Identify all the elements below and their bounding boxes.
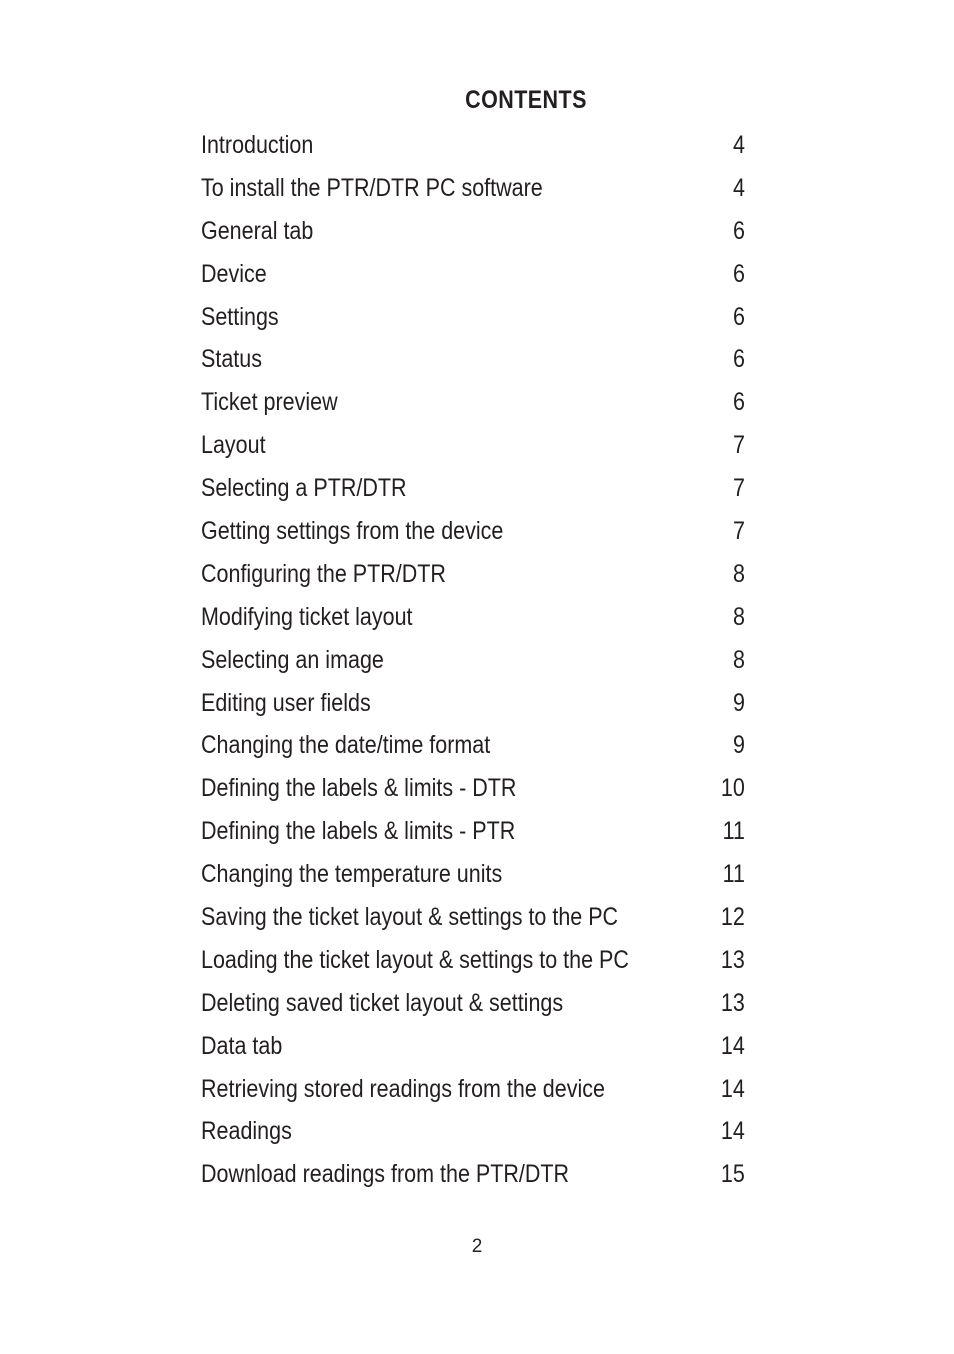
- toc-entry-settings[interactable]: [201, 296, 745, 339]
- toc-entry-introduction[interactable]: [201, 124, 745, 167]
- toc-entry-label: Changing the date/time format: [201, 731, 491, 760]
- toc-entry-page: 8: [733, 602, 745, 631]
- toc-entry-label: Loading the ticket layout & settings to the PC: [201, 945, 629, 974]
- toc-entry-deleting-layout[interactable]: [201, 982, 745, 1025]
- toc-entry-download-readings[interactable]: [201, 1153, 745, 1196]
- toc-entry-page: 14: [721, 1117, 745, 1146]
- toc-entry-label: Modifying ticket layout: [201, 602, 413, 631]
- toc-entry-editing-user-fields[interactable]: [201, 682, 745, 725]
- toc-entry-device[interactable]: [201, 253, 745, 296]
- toc-entry-label: Changing the temperature units: [201, 860, 503, 889]
- toc-entry-temperature-units[interactable]: [201, 853, 745, 896]
- toc-entry-page: 7: [733, 474, 745, 503]
- toc-entry-loading-layout[interactable]: [201, 939, 745, 982]
- toc-entry-label: Deleting saved ticket layout & settings: [201, 988, 564, 1017]
- toc-entry-page: 7: [733, 517, 745, 546]
- toc-entry-status[interactable]: [201, 338, 745, 381]
- table-of-contents: [201, 124, 745, 1196]
- toc-entry-label: Introduction: [201, 131, 314, 159]
- toc-entry-page: 6: [733, 216, 745, 245]
- toc-entry-label: Settings: [201, 302, 279, 331]
- toc-entry-page: 6: [733, 259, 745, 288]
- toc-entry-page: 9: [733, 731, 745, 760]
- toc-entry-modifying-layout[interactable]: [201, 596, 745, 639]
- toc-entry-page: 4: [733, 131, 745, 159]
- toc-entry-page: 13: [721, 945, 745, 974]
- toc-entry-page: 14: [721, 1074, 745, 1103]
- toc-entry-page: 15: [721, 1160, 745, 1189]
- toc-entry-label: Getting settings from the device: [201, 517, 504, 546]
- toc-entry-label: Download readings from the PTR/DTR: [201, 1160, 570, 1189]
- toc-entry-data-tab[interactable]: [201, 1025, 745, 1068]
- toc-entry-page: 11: [722, 860, 745, 889]
- toc-entry-page: 8: [733, 559, 745, 588]
- toc-entry-label: Device: [201, 259, 267, 288]
- toc-entry-label: Status: [201, 345, 262, 374]
- toc-entry-general-tab[interactable]: [201, 210, 745, 253]
- toc-entry-label: Defining the labels & limits - DTR: [201, 774, 517, 803]
- toc-entry-label: Readings: [201, 1117, 292, 1146]
- toc-entry-page: 14: [721, 1031, 745, 1060]
- toc-entry-layout[interactable]: [201, 424, 745, 467]
- toc-entry-label: Selecting a PTR/DTR: [201, 474, 407, 503]
- toc-entry-label: Layout: [201, 431, 266, 460]
- toc-entry-label: Defining the labels & limits - PTR: [201, 817, 516, 846]
- toc-entry-page: 4: [733, 173, 745, 202]
- toc-entry-ticket-preview[interactable]: [201, 381, 745, 424]
- toc-entry-label: Data tab: [201, 1031, 283, 1060]
- toc-entry-page: 8: [733, 645, 745, 674]
- toc-entry-page: 6: [733, 388, 745, 417]
- toc-entry-selecting-image[interactable]: [201, 639, 745, 682]
- toc-entry-labels-limits-dtr[interactable]: [201, 767, 745, 810]
- toc-entry-date-time-format[interactable]: [201, 724, 745, 767]
- toc-entry-retrieving-readings[interactable]: [201, 1068, 745, 1111]
- toc-entry-readings[interactable]: [201, 1110, 745, 1153]
- toc-entry-selecting-ptr-dtr[interactable]: [201, 467, 745, 510]
- toc-entry-install-software[interactable]: [201, 167, 745, 210]
- page-title: CONTENTS: [465, 86, 587, 114]
- toc-entry-label: General tab: [201, 216, 314, 245]
- toc-entry-saving-layout[interactable]: [201, 896, 745, 939]
- toc-entry-page: 7: [733, 431, 745, 460]
- toc-entry-page: 13: [721, 988, 745, 1017]
- toc-entry-configuring[interactable]: [201, 553, 745, 596]
- toc-entry-label: Configuring the PTR/DTR: [201, 559, 446, 588]
- toc-entry-page: 11: [722, 817, 745, 846]
- toc-entry-labels-limits-ptr[interactable]: [201, 810, 745, 853]
- toc-entry-page: 12: [721, 903, 745, 932]
- toc-entry-label: Editing user fields: [201, 688, 371, 717]
- toc-entry-page: 6: [733, 345, 745, 374]
- toc-entry-label: Ticket preview: [201, 388, 338, 417]
- toc-entry-page: 10: [721, 774, 745, 803]
- toc-entry-label: Saving the ticket layout & settings to the PC: [201, 903, 619, 932]
- toc-entry-label: Selecting an image: [201, 645, 384, 674]
- toc-entry-page: 6: [733, 302, 745, 331]
- toc-entry-label: To install the PTR/DTR PC software: [201, 173, 543, 202]
- toc-entry-getting-settings[interactable]: [201, 510, 745, 553]
- page-number: 2: [471, 1236, 483, 1257]
- toc-entry-page: 9: [733, 688, 745, 717]
- toc-entry-label: Retrieving stored readings from the device: [201, 1074, 605, 1103]
